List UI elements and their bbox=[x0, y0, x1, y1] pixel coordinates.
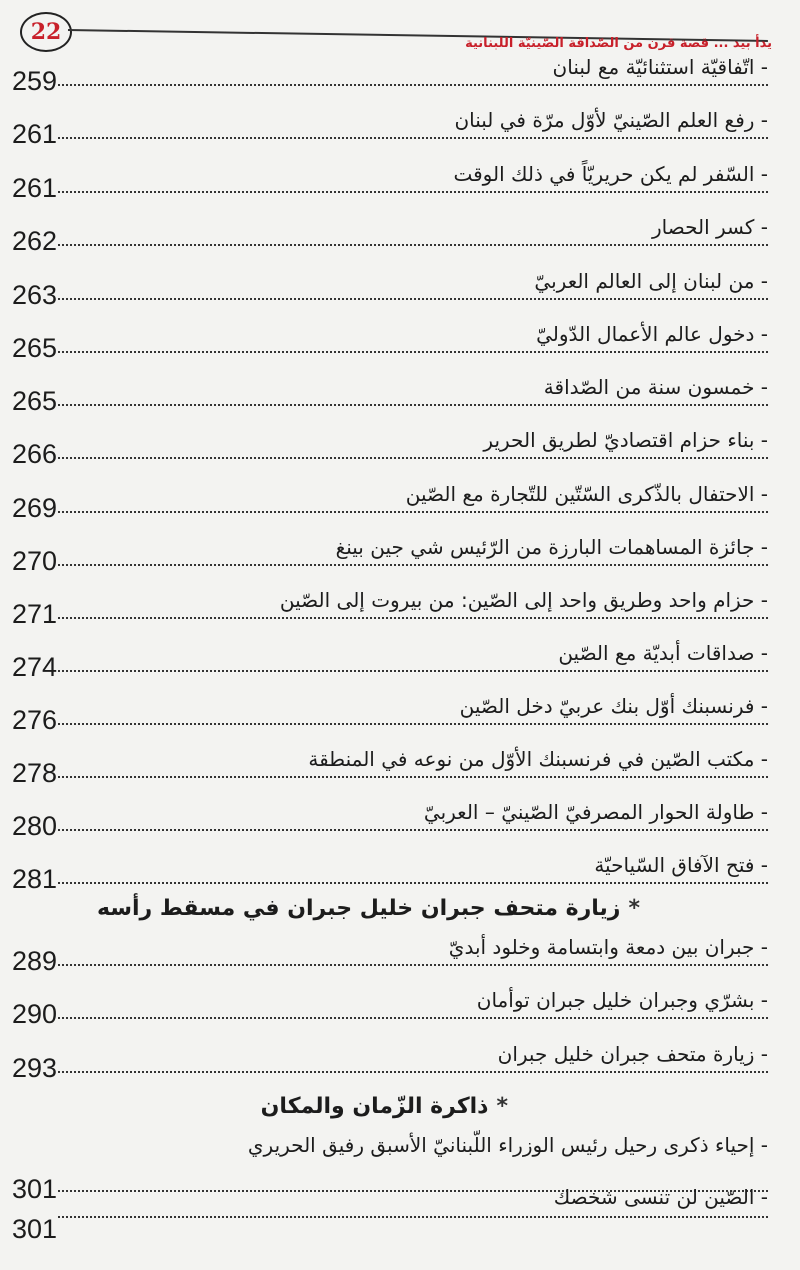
dot-leader bbox=[58, 511, 768, 513]
dot-leader bbox=[58, 776, 768, 778]
toc-entry-page: 274 bbox=[12, 652, 58, 682]
toc-entry-title: - بشرّي وجبران خليل جبران توأمان bbox=[476, 988, 768, 1012]
toc-entry-page: 270 bbox=[12, 546, 58, 576]
toc-entry-title: - طاولة الحوار المصرفيّ الصّينيّ – العربيّ bbox=[423, 800, 768, 824]
section-heading bbox=[97, 892, 640, 926]
section-heading-text: ذاكرة الزّمان والمكان bbox=[260, 1094, 489, 1119]
toc-entry-page: 301 bbox=[12, 1174, 58, 1204]
section-heading-text: زيارة متحف جبران خليل جبران في مسقط رأسه bbox=[96, 896, 621, 921]
dot-leader bbox=[58, 723, 768, 725]
dot-leader bbox=[58, 1017, 768, 1019]
toc-entry-page: 262 bbox=[12, 226, 58, 256]
toc-entry-page: 265 bbox=[12, 386, 58, 416]
dot-leader bbox=[58, 1071, 768, 1073]
toc-entry-title: - الاحتفال بالذّكرى السّتّين للتّجارة مع الصّين bbox=[405, 482, 768, 506]
dot-leader bbox=[58, 1216, 768, 1218]
dot-leader bbox=[58, 351, 768, 353]
page-number: 22 bbox=[30, 19, 62, 45]
dot-leader bbox=[58, 882, 768, 884]
dot-leader bbox=[58, 137, 768, 139]
toc-entry-page: 265 bbox=[12, 333, 58, 363]
toc-entry-page: 301 bbox=[12, 1214, 58, 1244]
toc-entry-page: 261 bbox=[12, 173, 58, 203]
toc-entry-title: - زيارة متحف جبران خليل جبران bbox=[497, 1042, 768, 1066]
toc-entry-title: - مكتب الصّين في فرنسبنك الأوّل من نوعه في المنطقة bbox=[308, 747, 768, 771]
toc-entry-title: - فتح الآفاق السّياحيّة bbox=[594, 853, 768, 877]
toc-entry-title: - صداقات أبديّة مع الصّين bbox=[558, 641, 768, 665]
toc-entry-title: - إحياء ذكرى رحيل رئيس الوزراء اللّبنانيّ الأسبق رفيق الحريري bbox=[247, 1133, 768, 1157]
dot-leader bbox=[58, 457, 768, 459]
toc-entry-page: 271 bbox=[12, 599, 58, 629]
dot-leader bbox=[58, 404, 768, 406]
page-number-badge bbox=[20, 12, 72, 52]
toc-entry-page: 290 bbox=[12, 999, 58, 1029]
toc-entry-page: 280 bbox=[12, 811, 58, 841]
toc-entry-title: - اتّفاقيّة استثنائيّة مع لبنان bbox=[552, 55, 768, 79]
toc-entry-title: - بناء حزام اقتصاديّ لطريق الحرير bbox=[483, 428, 768, 452]
toc-entry-page: 281 bbox=[12, 864, 58, 894]
section-heading bbox=[261, 1090, 508, 1124]
toc-entry-page: 259 bbox=[12, 66, 58, 96]
dot-leader bbox=[58, 191, 768, 193]
dot-leader bbox=[58, 670, 768, 672]
section-star: * bbox=[496, 1094, 508, 1119]
toc-entry bbox=[0, 1180, 800, 1250]
toc-entry-page: 293 bbox=[12, 1053, 58, 1083]
toc-entry-page: 278 bbox=[12, 758, 58, 788]
toc-entry-title: - دخول عالم الأعمال الدّوليّ bbox=[536, 322, 768, 346]
toc-entry-title: - جبران بين دمعة وابتسامة وخلود أبديّ bbox=[448, 935, 768, 959]
dot-leader bbox=[58, 84, 768, 86]
toc-entry-page: 261 bbox=[12, 119, 58, 149]
toc-entry-page: 289 bbox=[12, 946, 58, 976]
toc-entry-page: 266 bbox=[12, 439, 58, 469]
dot-leader bbox=[58, 829, 768, 831]
running-title: يدأ بيد ... قصة قرن من الصّداقة الصّينيّة اللبنانية bbox=[465, 36, 772, 51]
section-star: * bbox=[628, 896, 640, 921]
toc-entry-page: 263 bbox=[12, 280, 58, 310]
toc-entry-title: - كسر الحصار bbox=[652, 215, 768, 239]
toc-entry-title: - السّفر لم يكن حريريّاً في ذلك الوقت bbox=[453, 162, 768, 186]
toc-entry-title: - رفع العلم الصّينيّ لأوّل مرّة في لبنان bbox=[454, 108, 768, 132]
dot-leader bbox=[58, 298, 768, 300]
dot-leader bbox=[58, 964, 768, 966]
toc-entry-page: 269 bbox=[12, 493, 58, 523]
toc-entry-title: - حزام واحد وطريق واحد إلى الصّين: من بيروت إلى الصّين bbox=[279, 588, 768, 612]
toc-entry-title: - خمسون سنة من الصّداقة bbox=[543, 375, 768, 399]
toc-entry-title: - من لبنان إلى العالم العربيّ bbox=[534, 269, 768, 293]
toc-entry-title: - فرنسبنك أوّل بنك عربيّ دخل الصّين bbox=[459, 694, 768, 718]
dot-leader bbox=[58, 564, 768, 566]
dot-leader bbox=[58, 244, 768, 246]
toc-entry-title: - الصّين لن تنسى شخصك bbox=[553, 1185, 768, 1209]
dot-leader bbox=[58, 617, 768, 619]
toc-entry-title: - جائزة المساهمات البارزة من الرّئيس شي جين بينغ bbox=[335, 535, 768, 559]
toc-entry-page: 276 bbox=[12, 705, 58, 735]
